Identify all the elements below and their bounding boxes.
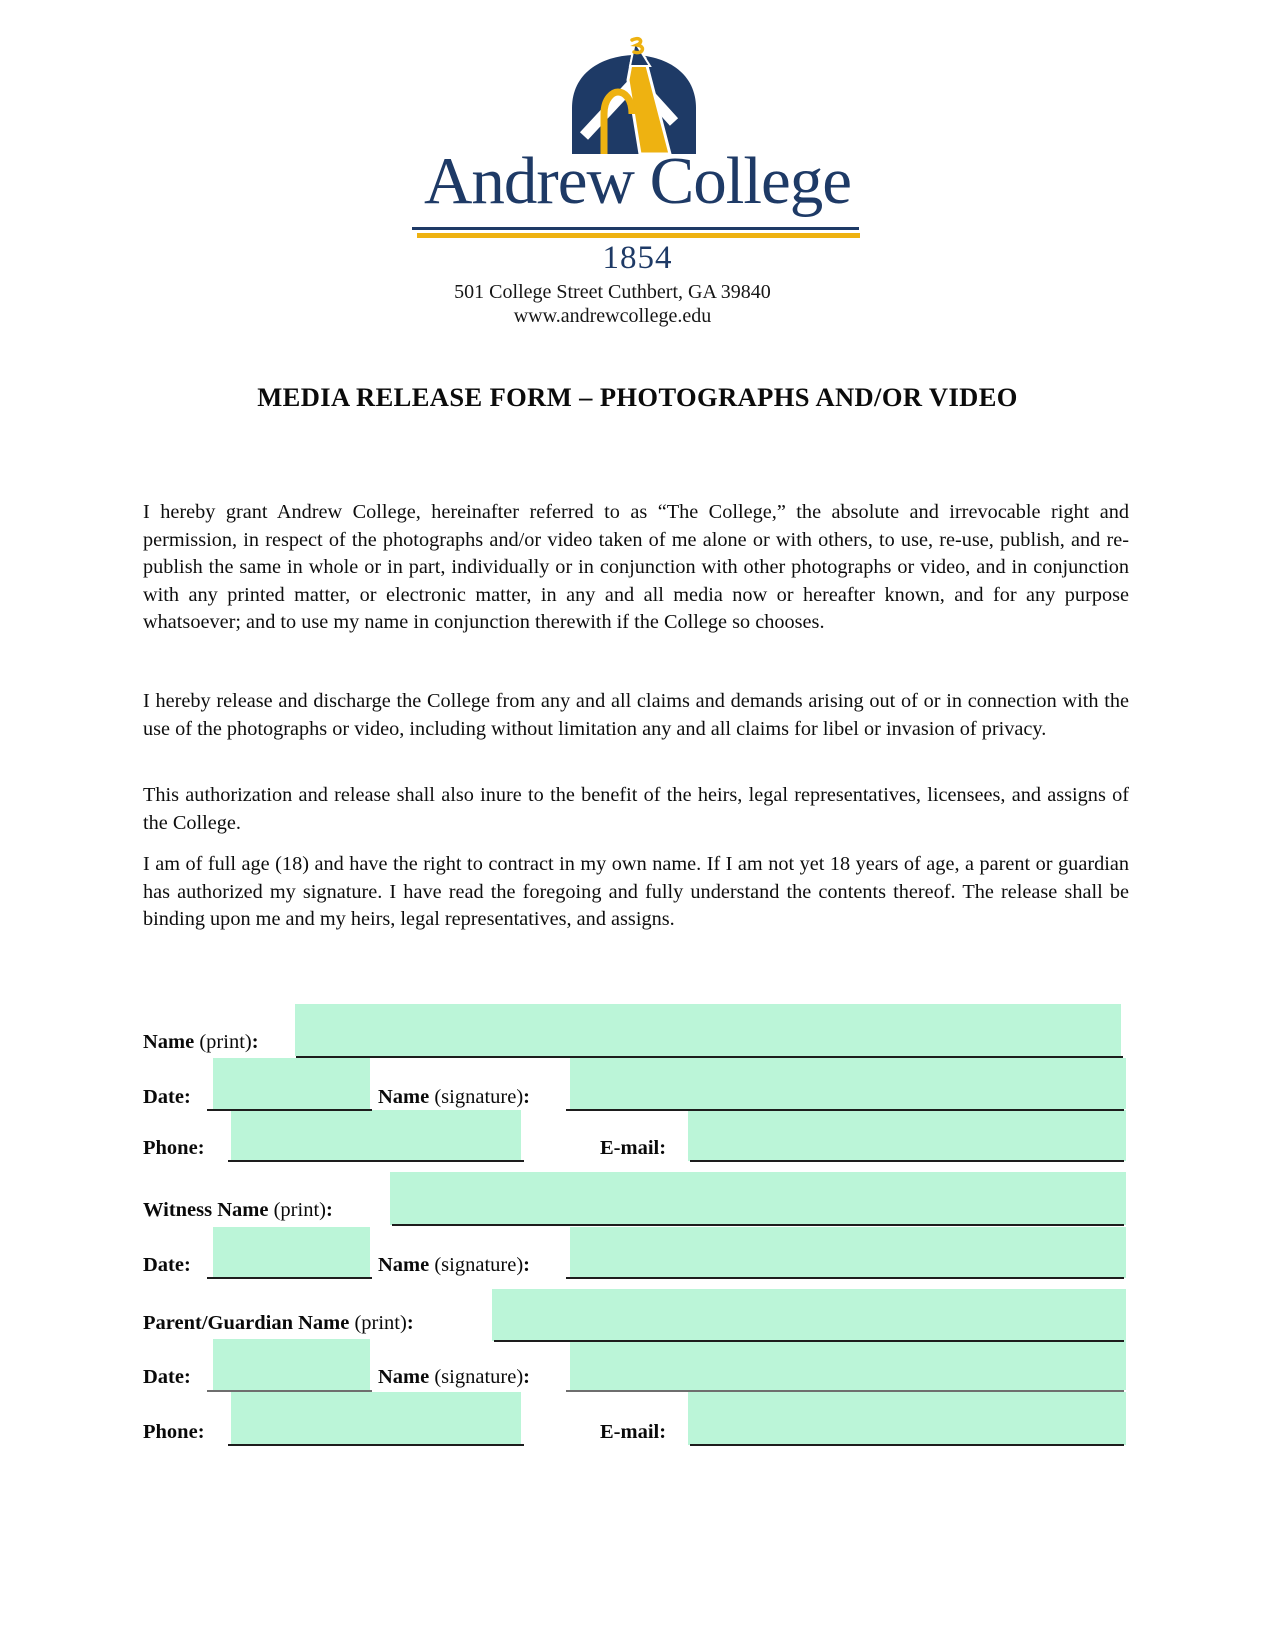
phone-field-1[interactable] [231, 1110, 521, 1161]
email-label-1: E-mail: [600, 1137, 667, 1159]
date-label-3: Date: [143, 1366, 191, 1388]
page-title: MEDIA RELEASE FORM – PHOTOGRAPHS AND/OR VIDEO [257, 382, 1018, 412]
email-label-2: E-mail: [600, 1421, 667, 1443]
field-underline [494, 1340, 1124, 1342]
name-print-label: Name (print): [143, 1031, 259, 1053]
witness-name-field[interactable] [390, 1172, 1126, 1225]
field-underline [228, 1444, 524, 1446]
college-website: www.andrewcollege.edu [513, 305, 712, 327]
established-year: 1854 [602, 240, 673, 276]
release-paragraph-authorization: This authorization and release shall also inure to the benefit of the heirs, legal representatives, licensees, and assigns of the College. [143, 784, 1129, 834]
release-paragraph-age: I am of full age (18) and have the right to contract in my own name. If I am not yet 18 years of age, a parent or guardian has authorized my signature. I have read the foregoing and fully understand the contents thereof. The release shall be binding upon me and my heirs, legal representatives, and assigns. [143, 853, 1129, 931]
phone-label-1: Phone: [143, 1137, 205, 1159]
date-field-3[interactable] [213, 1339, 370, 1390]
date-label-1: Date: [143, 1086, 191, 1108]
field-underline [207, 1109, 372, 1111]
college-address: 501 College Street Cuthbert, GA 39840 [454, 281, 771, 303]
name-print-field[interactable] [295, 1004, 1121, 1056]
field-underline [296, 1056, 1123, 1058]
email-field-1[interactable] [688, 1110, 1126, 1161]
date-field-2[interactable] [213, 1227, 370, 1278]
college-wordmark: Andrew College [424, 144, 851, 218]
field-underline [690, 1160, 1124, 1162]
signature-field-1[interactable] [570, 1058, 1126, 1109]
field-underline [207, 1277, 372, 1279]
field-underline [566, 1109, 1124, 1111]
witness-name-label: Witness Name (print): [143, 1199, 333, 1221]
email-field-2[interactable] [688, 1392, 1126, 1445]
date-field-1[interactable] [213, 1058, 370, 1109]
signature-label-3: Name (signature): [378, 1366, 530, 1388]
cupola-logo-icon [558, 36, 718, 161]
date-label-2: Date: [143, 1254, 191, 1276]
signature-field-2[interactable] [570, 1227, 1126, 1278]
release-paragraph-discharge: I hereby release and discharge the College from any and all claims and demands arising out of or in connection with the use of the photographs or video, including without limitation any and all claims for libel or invasion of privacy. [143, 690, 1129, 740]
signature-field-3[interactable] [570, 1339, 1126, 1390]
field-underline [392, 1224, 1124, 1226]
field-underline [690, 1444, 1124, 1446]
wordmark-navy-rule [412, 227, 859, 230]
phone-field-2[interactable] [231, 1392, 521, 1445]
release-paragraph-grant: I hereby grant Andrew College, hereinafter referred to as “The College,” the absolute and irrevocable right and permission, in respect of the photographs and/or video taken of me alone or with others, to use, re-use, publish, and re-publish the same in whole or in part, individually or in conjunction with other photographs or video, and in conjunction with any printed matter, or electronic matter, in any and all media now or hereafter known, and for any purpose whatsoever; and to use my name in conjunction therewith if the College so chooses. [143, 501, 1129, 634]
parent-guardian-name-field[interactable] [492, 1289, 1126, 1341]
phone-label-2: Phone: [143, 1421, 205, 1443]
field-underline [228, 1160, 524, 1162]
signature-label-1: Name (signature): [378, 1086, 530, 1108]
field-underline [566, 1390, 1124, 1392]
parent-guardian-name-label: Parent/Guardian Name (print): [143, 1312, 414, 1334]
field-underline [566, 1277, 1124, 1279]
signature-label-2: Name (signature): [378, 1254, 530, 1276]
wordmark-gold-rule [417, 233, 860, 238]
field-underline [207, 1390, 372, 1392]
